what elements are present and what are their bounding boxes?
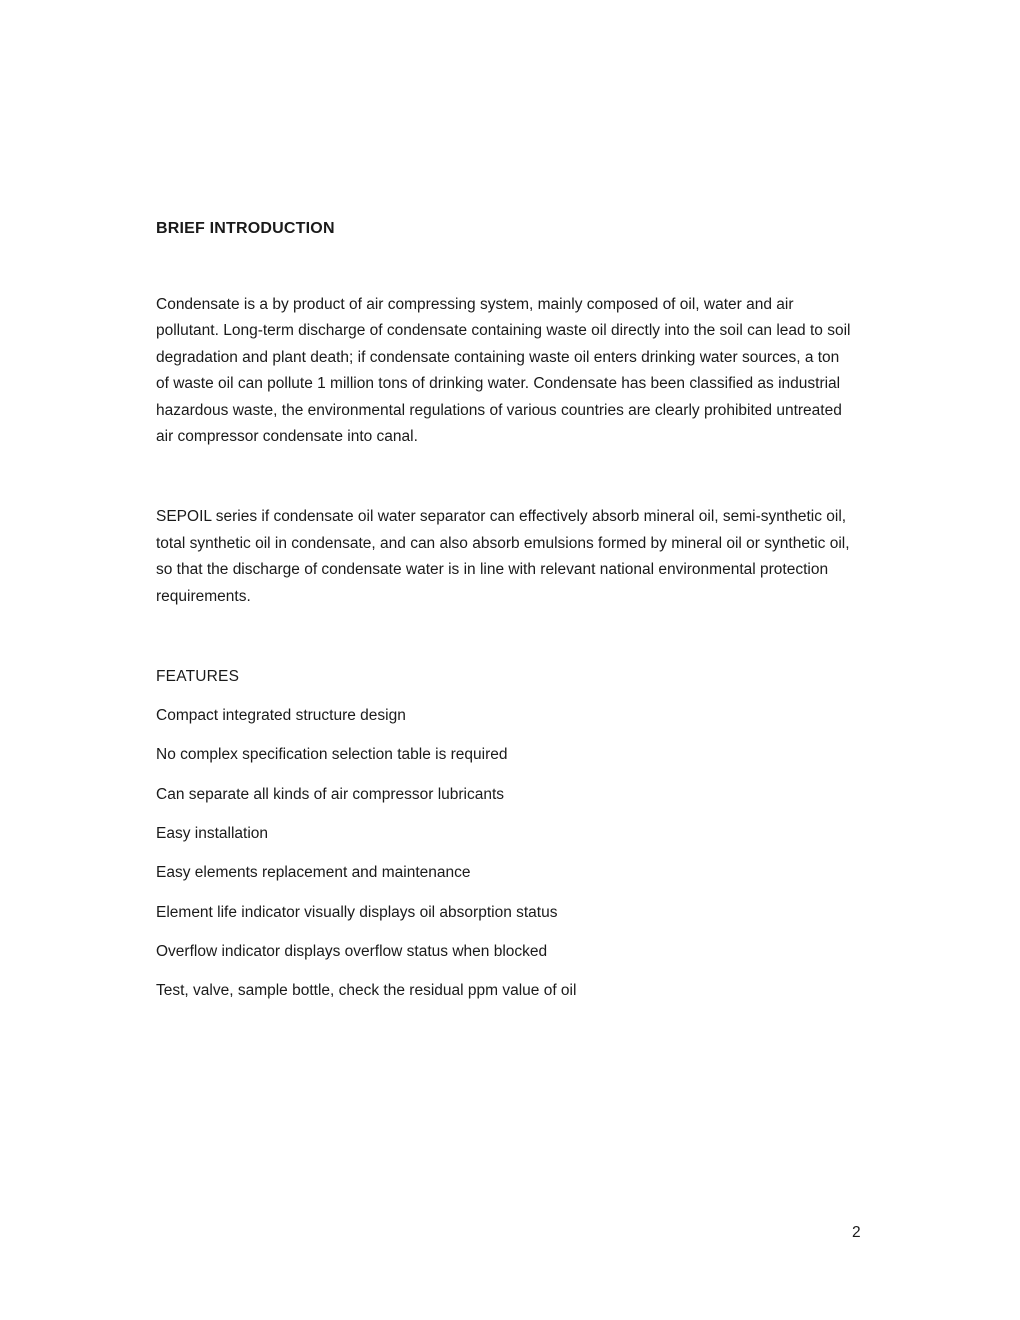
feature-item: Compact integrated structure design [156, 707, 406, 725]
feature-item: Easy installation [156, 824, 269, 842]
document-content [156, 216, 853, 1017]
paragraph-sepoil-series: SEPOIL series if condensate oil water separator can effectively absorb mineral oil, semi-synthetic oil, total synthetic oil in condensate, and can also absorb emulsions formed by mineral oil or synthetic oil, so that the discharge of condensate water is in line with relevant national environmental protection requirements. [156, 508, 850, 605]
section-heading-brief-introduction: BRIEF INTRODUCTION [156, 220, 335, 237]
feature-item: Element life indicator visually displays oil absorption status [156, 903, 558, 921]
feature-item: No complex specification selection table is required [156, 746, 508, 764]
feature-item: Easy elements replacement and maintenance [156, 864, 471, 882]
features-list [156, 703, 853, 1004]
section-heading-features: FEATURES [156, 668, 240, 686]
feature-item: Can separate all kinds of air compressor lubricants [156, 785, 505, 803]
feature-item: Overflow indicator displays overflow status when blocked [156, 942, 548, 960]
paragraph-condensate-intro: Condensate is a by product of air compressing system, mainly composed of oil, water and air pollutant. Long-term discharge of condensate containing waste oil directly into the soil can lead to soil degradation and plant death; if condensate containing waste oil enters drinking water sources, a ton of waste oil can pollute 1 million tons of drinking water. Condensate has been classified as industrial hazardous waste, the environmental regulations of various countries are clearly prohibited untreated air compressor condensate into canal. [156, 296, 851, 446]
page-number: 2 [852, 1224, 861, 1241]
feature-item: Test, valve, sample bottle, check the residual ppm value of oil [156, 982, 577, 1000]
